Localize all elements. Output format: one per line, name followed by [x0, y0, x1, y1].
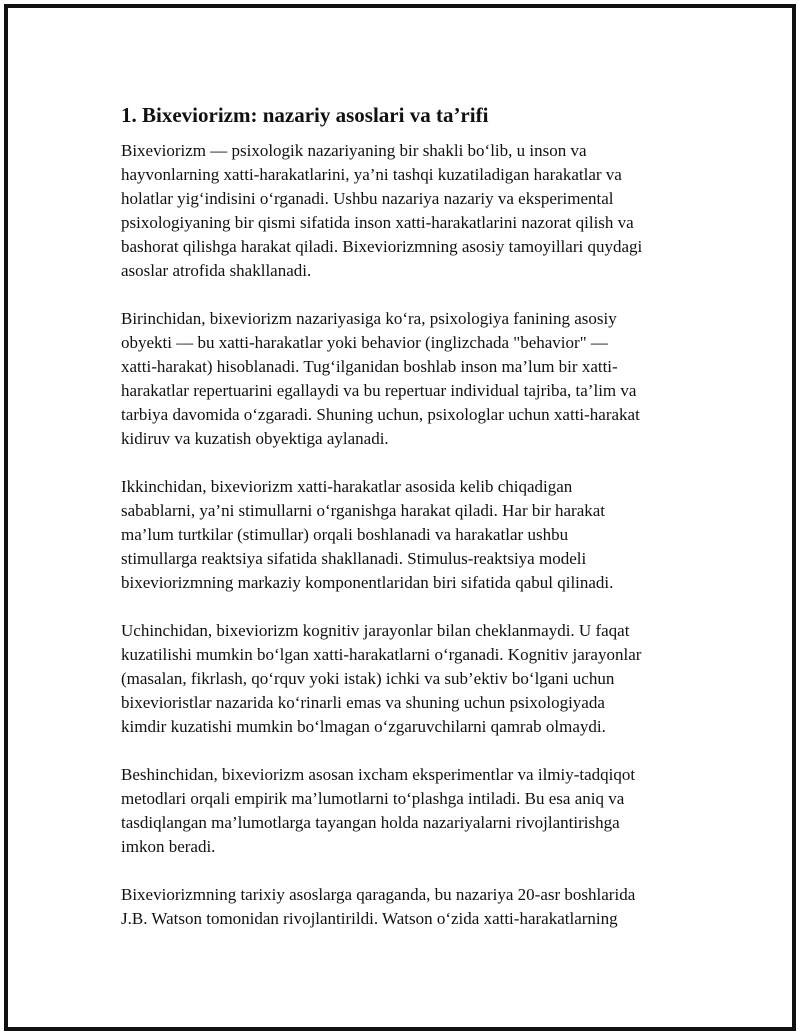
text-line: bixevioristlar nazarida ko‘rinarli emas va shuning uchun psixologiyada	[121, 693, 605, 712]
text-line: Birinchidan, bixeviorizm nazariyasiga ko‘ra, psixologiya fanining asosiy	[121, 309, 617, 328]
paragraph-intro	[121, 139, 681, 283]
text-line: tarbiya davomida o‘zgaradi. Shuning uchun, psixologlar uchun xatti-harakat	[121, 405, 640, 424]
text-line: Ikkinchidan, bixeviorizm xatti-harakatlar asosida kelib chiqadigan	[121, 477, 573, 496]
text-line: sabablarni, ya’ni stimullarni o‘rganishga harakat qiladi. Har bir harakat	[121, 501, 606, 520]
text-line: xatti-harakat) hisoblanadi. Tug‘ilganidan boshlab inson ma’lum bir xatti-	[121, 357, 618, 376]
text-line: bashorat qilishga harakat qiladi. Bixeviorizmning asosiy tamoyillari quydagi	[121, 237, 643, 256]
text-line: asoslar atrofida shakllanadi.	[121, 261, 312, 280]
text-line: ma’lum turtkilar (stimullar) orqali boshlanadi va harakatlar ushbu	[121, 525, 569, 544]
text-line: kuzatilishi mumkin bo‘lgan xatti-harakatlarni o‘rganadi. Kognitiv jarayonlar	[121, 645, 642, 664]
text-line: bixeviorizmning markaziy komponentlaridan biri sifatida qabul qilinadi.	[121, 573, 614, 592]
paragraph-second	[121, 475, 681, 595]
text-line: holatlar yig‘indisini o‘rganadi. Ushbu nazariya nazariy va eksperimental	[121, 189, 614, 208]
paragraph-third	[121, 619, 681, 739]
page-frame	[4, 4, 796, 1031]
section-heading: 1. Bixeviorizm: nazariy asoslari va ta’rifi	[121, 103, 489, 127]
paragraph-fifth	[121, 763, 681, 859]
text-line: kimdir kuzatishi mumkin bo‘lmagan o‘zgaruvchilarni qamrab olmaydi.	[121, 717, 606, 736]
text-line: stimullarga reaktsiya sifatida shakllanadi. Stimulus-reaktsiya modeli	[121, 549, 587, 568]
text-line: metodlari orqali empirik ma’lumotlarni to‘plashga intiladi. Bu esa aniq va	[121, 789, 625, 808]
text-line: tasdiqlangan ma’lumotlarga tayangan holda nazariyalarni rivojlantirishga	[121, 813, 620, 832]
text-line: J.B. Watson tomonidan rivojlantirildi. Watson o‘zida xatti-harakatlarning	[121, 909, 618, 928]
text-line: harakatlar repertuarini egallaydi va bu repertuar individual tajriba, ta’lim va	[121, 381, 637, 400]
text-line: Beshinchidan, bixeviorizm asosan ixcham eksperimentlar va ilmiy-tadqiqot	[121, 765, 636, 784]
paragraph-history	[121, 883, 681, 931]
text-line: Uchinchidan, bixeviorizm kognitiv jarayonlar bilan cheklanmaydi. U faqat	[121, 621, 630, 640]
text-line: (masalan, fikrlash, qo‘rquv yoki istak) ichki va sub’ektiv bo‘lgani uchun	[121, 669, 615, 688]
text-line: psixologiyaning bir qismi sifatida inson xatti-harakatlarini nazorat qilish va	[121, 213, 634, 232]
paragraph-first	[121, 307, 681, 451]
text-line: hayvonlarning xatti-harakatlarini, ya’ni tashqi kuzatiladigan harakatlar va	[121, 165, 622, 184]
text-line: Bixeviorizm — psixologik nazariyaning bir shakli bo‘lib, u inson va	[121, 141, 587, 160]
text-line: kidiruv va kuzatish obyektiga aylanadi.	[121, 429, 389, 448]
text-line: obyekti — bu xatti-harakatlar yoki behavior (inglizchada "behavior" —	[121, 333, 608, 352]
text-line: imkon beradi.	[121, 837, 216, 856]
text-line: Bixeviorizmning tarixiy asoslarga qaraganda, bu nazariya 20-asr boshlarida	[121, 885, 636, 904]
document-body	[121, 101, 681, 955]
